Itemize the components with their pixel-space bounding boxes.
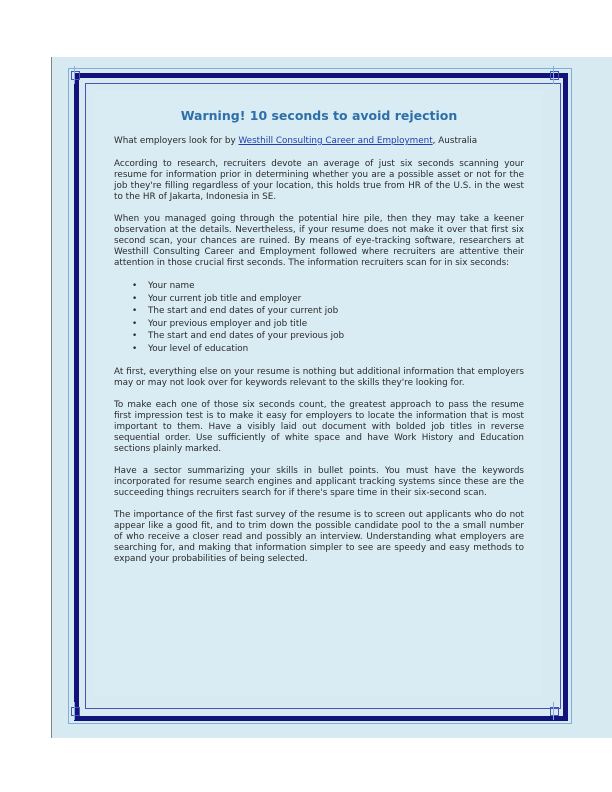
page-edge — [51, 57, 52, 738]
corner-ornament-icon — [66, 702, 84, 720]
list-item: • Your previous employer and job title — [148, 318, 524, 331]
paragraph: Have a sector summarizing your skills in bullet points. You must have the keywords incorporated for resume search engines and applicant tracking systems since these are the succeeding things recruiters search for if there's spare time in their six-second scan. — [114, 466, 524, 498]
intro-prefix: What employers look for by — [114, 136, 239, 146]
paragraph: To make each one of those six seconds count, the greatest approach to pass the resume first impression test is to make it easy for employers to locate the information that is most important to them. Have a visibly laid out document with bolded job titles in reverse sequential order. Use sufficiently of white space and have Work History and Education sections plainly marked. — [114, 400, 524, 454]
corner-ornament-icon — [66, 66, 84, 84]
paragraph: At first, everything else on your resume is nothing but additional information that employers may or may not look over for keywords relevant to the skills they're looking for. — [114, 367, 524, 388]
list-item: • Your current job title and employer — [148, 293, 524, 306]
intro-suffix: , Australia — [432, 136, 478, 146]
paragraph: The importance of the first fast survey of the resume is to screen out applicants who do not appear like a good fit, and to trim down the possible candidate pool to the a small number of who receive a closer read and possibly an interview. Understanding what employers are searching for, and making that information simpler to see are speedy and easy methods to expand your probabilities of being selected. — [114, 510, 524, 564]
westhill-link[interactable]: Westhill Consulting Career and Employment — [238, 136, 433, 146]
intro-line — [114, 136, 524, 147]
six-second-list — [114, 280, 524, 355]
corner-ornament-icon — [545, 702, 563, 720]
page-title: Warning! 10 seconds to avoid rejection — [180, 108, 458, 123]
list-item: • Your name — [148, 280, 524, 293]
list-item: • The start and end dates of your previous job — [148, 330, 524, 343]
paragraph: When you managed going through the potential hire pile, then they may take a keener observation at the details. Nevertheless, if your resume does not make it over that first six second scan, your chances are ruined. By means of eye-tracking software, researchers at Westhill Consulting Career and Employment followed where recruiters are attentive their attention in those crucial first seconds. The information recruiters scan for in six seconds: — [114, 214, 524, 268]
paragraph: According to research, recruiters devote an average of just six seconds scanning your resume for information prior in determining whether you are a possible asset or not for the job they're filling regardless of your location, this holds true from HR of the U.S. in the west to the HR of Jakarta, Indonesia in SE. — [114, 159, 524, 202]
list-item: • Your level of education — [148, 343, 524, 356]
corner-ornament-icon — [545, 66, 563, 84]
list-item: • The start and end dates of your current job — [148, 305, 524, 318]
article — [114, 110, 524, 576]
